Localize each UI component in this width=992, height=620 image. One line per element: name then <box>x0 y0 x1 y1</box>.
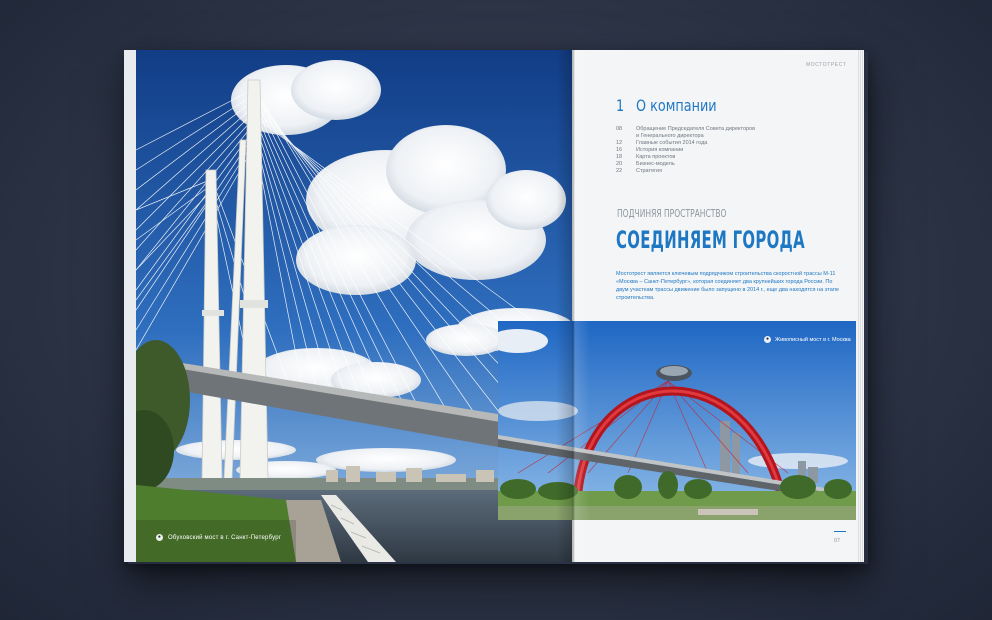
toc-entry: Бизнес-модель <box>636 161 675 167</box>
right-photo-caption <box>764 336 851 343</box>
toc-page: 08 <box>616 126 623 132</box>
camera-marker-icon: ● <box>765 336 770 342</box>
toc-entry: Стратегия <box>636 168 663 174</box>
camera-marker-icon: ● <box>157 534 162 540</box>
page-number-rule <box>834 531 846 532</box>
toc-entry-line: Обращение Председателя Совета директоров <box>636 126 756 132</box>
arch-bridge-illustration <box>498 321 856 520</box>
toc-page: 16 <box>616 147 623 153</box>
left-caption-text: Обуховский мост в г. Санкт-Петербург <box>168 534 282 541</box>
toc-page: 18 <box>616 154 623 160</box>
toc-page: 22 <box>616 168 623 174</box>
toc-entry: Главные события 2014 года <box>636 140 708 146</box>
toc-entry: Карта проектов <box>636 154 676 160</box>
chapter-title: О компании <box>636 96 717 115</box>
toc-row <box>616 140 856 147</box>
right-caption-text: Живописный мост в г. Москва <box>775 336 851 343</box>
toc-page: 12 <box>616 140 623 146</box>
running-head: МОСТОТРЕСТ <box>806 62 847 68</box>
section-body: Мостотрест является ключевым подрядчиком строительства скоростной трассы М-11 «Москва – Санкт-Петербург», которая соединяет два крупнейших города России. По двум участкам трассы движение было запущено в 2014 г., еще два находятся на этапе строительства. <box>616 271 839 301</box>
toc-row <box>616 154 856 161</box>
page-edge-right <box>858 50 864 562</box>
toc-row <box>616 147 856 154</box>
right-bridge-photo <box>498 321 856 520</box>
toc-entry: История компании <box>636 147 684 153</box>
toc-entry-line: и Генерального директора <box>636 133 704 139</box>
left-photo-caption <box>156 534 281 541</box>
chapter-number: 1 <box>616 96 625 115</box>
table-of-contents <box>616 126 856 175</box>
toc-page: 20 <box>616 161 623 167</box>
section-kicker: ПОДЧИНЯЯ ПРОСТРАНСТВО <box>617 208 727 220</box>
toc-row <box>616 161 856 168</box>
toc-row <box>616 126 856 140</box>
toc-entry <box>636 126 856 140</box>
toc-row <box>616 168 856 175</box>
section-headline: СОЕДИНЯЕМ ГОРОДА <box>616 226 805 254</box>
page-number: 07 <box>834 538 841 544</box>
